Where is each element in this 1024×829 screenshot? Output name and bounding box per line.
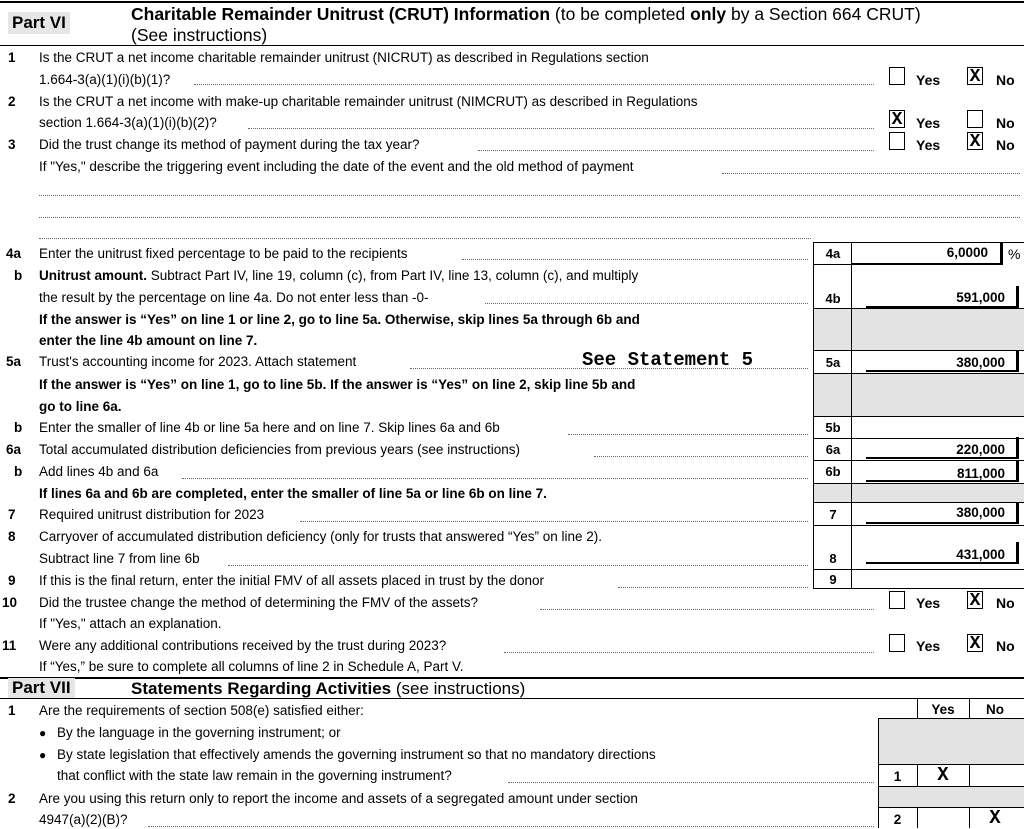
line-10-yes-label: Yes [916, 595, 941, 611]
line-2-yes-label: Yes [916, 115, 941, 131]
line-5b-text: Enter the smaller of line 4b or line 5a here and on line 7. Skip lines 6a and 6b [39, 420, 500, 435]
line-5b-number: b [14, 420, 23, 435]
line-3-description-field[interactable] [39, 195, 1020, 196]
shaded-cell [814, 373, 851, 416]
part7-title-rest: (see instructions) [391, 679, 526, 698]
line-2-no-label: No [996, 115, 1015, 131]
line-8-text-a: Carryover of accumulated distribution deficiency (only for trusts that answered “Yes” on line 2). [39, 529, 603, 544]
line-11-text-b: If “Yes,” be sure to complete all columns of line 2 in Schedule A, Part V. [39, 659, 464, 674]
line-6b-note: If lines 6a and 6b are completed, enter the smaller of line 5a or line 6b on line 7. [39, 486, 547, 501]
leader-dots [300, 521, 808, 522]
line-11-yes-checkbox[interactable] [889, 634, 905, 652]
line-4b-rest: Subtract Part IV, line 19, column (c), from Part IV, line 13, column (c), and multiply [147, 268, 639, 283]
line-11-no-checkbox[interactable]: X [967, 634, 983, 652]
leader-dots [540, 609, 874, 610]
line-3-text-b: If "Yes," describe the triggering event including the date of the event and the old method of payment [39, 159, 634, 174]
shaded-cell [879, 719, 1024, 764]
part6-title-rest1: (to be completed [550, 4, 691, 24]
leader-dots [182, 478, 808, 479]
line-6a-amount: 220,000 [956, 442, 1005, 457]
p7-box-2-label: 2 [893, 812, 902, 827]
box-5b-label: 5b [825, 420, 841, 435]
p7-line-2-number: 2 [8, 791, 16, 806]
line-4b-amount: 591,000 [956, 290, 1005, 305]
box-5a-label: 5a [825, 355, 841, 370]
p7-line-1-yes-cell[interactable]: X [937, 764, 949, 786]
line-10-no-checkbox[interactable]: X [967, 591, 983, 609]
line-3-description-field[interactable] [39, 238, 811, 239]
line-1-no-checkbox[interactable]: X [967, 67, 983, 85]
leader-dots [485, 303, 808, 304]
line-11-yes-label: Yes [916, 638, 941, 654]
line-1-yes-label: Yes [916, 72, 941, 88]
line-11-no-label: No [996, 638, 1015, 654]
part6-title [131, 4, 921, 24]
line-2-no-checkbox[interactable] [967, 110, 983, 128]
p7-line-1-bullet-2a: By state legislation that effectively amends the governing instrument so that no mandatory directions [57, 747, 656, 762]
part6-title-line2: (See instructions) [131, 25, 268, 45]
line-5a-text: Trust's accounting income for 2023. Attach statement [39, 354, 357, 369]
grid-rule [813, 373, 1024, 374]
line-11-number: 11 [2, 638, 17, 653]
line-5a-number: 5a [6, 354, 22, 369]
leader-dots [568, 434, 808, 435]
percent-sign: % [1008, 246, 1021, 262]
box-7-label: 7 [829, 507, 837, 522]
line-6b-amount: 811,000 [956, 466, 1005, 481]
line-8-number: 8 [8, 529, 16, 544]
line-4a-amount: 6,0000 [946, 245, 988, 260]
line-11-text-a: Were any additional contributions received by the trust during 2023? [39, 638, 447, 653]
box-8-label: 8 [829, 551, 837, 566]
shaded-cell [814, 308, 851, 350]
shaded-cell [852, 308, 1024, 350]
leader-dots [228, 565, 808, 566]
grid-rule [813, 588, 1024, 589]
line-6a-number: 6a [6, 442, 22, 457]
line-5a-note-1: If the answer is “Yes” on line 1, go to line 5b. If the answer is “Yes” on line 2, skip line 5b and [39, 377, 636, 392]
shaded-cell [852, 373, 1024, 416]
leader-dots [508, 782, 874, 783]
line-2-text-b: section 1.664-3(a)(1)(i)(b)(2)? [39, 115, 217, 130]
shaded-cell [879, 787, 1024, 807]
col-no-header: No [986, 702, 1004, 717]
line-1-text-a: Is the CRUT a net income charitable remainder unitrust (NICRUT) as described in Regulations section [39, 50, 649, 65]
line-5a-amount: 380,000 [956, 355, 1005, 370]
line-5a-statement-ref: See Statement 5 [582, 349, 754, 371]
leader-dots [478, 150, 874, 151]
line-10-no-label: No [996, 595, 1015, 611]
line-6b-text: Add lines 4b and 6a [39, 464, 159, 479]
line-5a-note-2: go to line 6a. [39, 399, 122, 414]
line-7-text: Required unitrust distribution for 2023 [39, 507, 265, 522]
grid-rule [813, 264, 852, 265]
p7-line-1-number: 1 [8, 703, 16, 718]
p7-box-1-label: 1 [893, 769, 902, 784]
part6-header-rule [0, 45, 1024, 46]
part6-label: Part VI [8, 12, 70, 34]
grid-rule [813, 569, 1024, 570]
line-4a-text: Enter the unitrust fixed percentage to be paid to the recipients [39, 246, 408, 261]
leader-dots [248, 128, 874, 129]
top-rule [0, 1, 1024, 3]
shaded-cell [814, 484, 851, 502]
line-4b-bold: Unitrust amount. [39, 268, 147, 283]
grid-rule [813, 308, 1024, 309]
line-10-text-b: If "Yes," attach an explanation. [39, 616, 222, 631]
line-3-text-a: Did the trust change its method of payment during the tax year? [39, 137, 420, 152]
line-3-number: 3 [8, 137, 16, 152]
box-9-label: 9 [829, 572, 837, 587]
line-9-text: If this is the final return, enter the initial FMV of all assets placed in trust by the donor [39, 573, 544, 588]
line-1-number: 1 [8, 50, 16, 65]
box-4b-label: 4b [825, 291, 841, 306]
leader-dots [194, 84, 874, 85]
line-7-number: 7 [8, 507, 16, 522]
shaded-cell [852, 484, 1024, 502]
line-4b-text-a [39, 268, 638, 284]
p7-line-1-text: Are the requirements of section 508(e) satisfied either: [39, 703, 364, 718]
p7-line-2-text-a: Are you using this return only to report the income and assets of a segregated amount under section [39, 791, 638, 806]
line-4b-note-2: enter the line 4b amount on line 7. [39, 333, 258, 348]
line-10-number: 10 [2, 595, 18, 610]
leader-dots [504, 652, 874, 653]
grid-rule [813, 483, 1024, 484]
line-1-text-b: 1.664-3(a)(1)(i)(b)(1)? [39, 72, 171, 87]
p7-line-1-bullet-1: By the language in the governing instrument; or [57, 725, 341, 740]
leader-dots [722, 173, 1020, 174]
p7-line-2-text-b: 4947(a)(2)(B)? [39, 812, 128, 827]
line-9-number: 9 [8, 573, 16, 588]
part6-title-bold: Charitable Remainder Unitrust (CRUT) Information [131, 4, 551, 24]
leader-dots [618, 587, 808, 588]
part7-header-rule [0, 698, 1024, 699]
bullet-icon: ● [39, 748, 47, 762]
line-4b-note-1: If the answer is “Yes” on line 1 or line 2, go to line 5a. Otherwise, skip lines 5a through 6b and [39, 312, 640, 327]
line-10-text-a: Did the trustee change the method of determining the FMV of the assets? [39, 595, 479, 610]
grid-rule [878, 786, 1024, 787]
leader-dots [148, 826, 874, 827]
line-1-yes-checkbox[interactable] [889, 67, 905, 85]
line-4b-number: b [14, 268, 23, 283]
line-8-text-b: Subtract line 7 from line 6b [39, 551, 200, 566]
line-3-yes-checkbox[interactable] [889, 132, 905, 150]
line-2-yes-checkbox[interactable]: X [889, 110, 905, 128]
col-yes-header: Yes [931, 702, 955, 717]
line-1-no-label: No [996, 72, 1015, 88]
leader-dots [462, 259, 808, 260]
box-4a-label: 4a [825, 246, 841, 261]
grid-rule [813, 416, 1024, 417]
part7-title-bold: Statements Regarding Activities [131, 679, 392, 698]
box-6a-label: 6a [825, 442, 841, 457]
p7-line-2-no-cell[interactable]: X [989, 807, 1001, 829]
grid-rule [813, 525, 1024, 526]
line-3-no-checkbox[interactable]: X [967, 132, 983, 150]
leader-dots [594, 456, 808, 457]
bullet-icon: ● [39, 726, 47, 740]
part7-title [131, 679, 525, 699]
line-3-description-field[interactable] [39, 217, 1020, 218]
part6-title-only: only [690, 4, 727, 24]
line-10-yes-checkbox[interactable] [889, 591, 905, 609]
line-3-yes-label: Yes [916, 137, 941, 153]
p7-line-1-bullet-2b: that conflict with the state law remain in the governing instrument? [57, 768, 452, 783]
line-6b-number: b [14, 464, 23, 479]
line-6a-text: Total accumulated distribution deficiencies from previous years (see instructions) [39, 442, 520, 457]
line-8-amount: 431,000 [956, 547, 1005, 562]
line-2-text-a: Is the CRUT a net income with make-up charitable remainder unitrust (NIMCRUT) as described in Regulations [39, 94, 698, 109]
line-4a-number: 4a [6, 246, 22, 261]
part6-title-rest2: by a Section 664 CRUT) [726, 4, 921, 24]
line-7-amount: 380,000 [956, 505, 1005, 520]
part7-label: Part VII [8, 678, 75, 698]
line-4b-text-b: the result by the percentage on line 4a. Do not enter less than -0- [39, 290, 429, 305]
line-2-number: 2 [8, 94, 16, 109]
box-6b-label: 6b [825, 464, 841, 479]
line-3-no-label: No [996, 137, 1015, 153]
